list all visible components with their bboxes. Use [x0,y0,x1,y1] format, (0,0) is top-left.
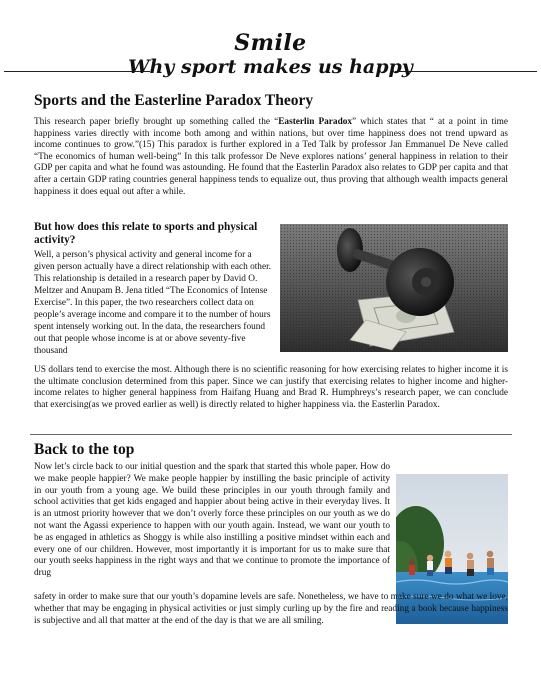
subheading-sports-activity: But how does this relate to sports and physical activity? [34,221,258,246]
income-exercise-paragraph-top: Well, a person’s physical activity and general income for a given person actually have a direct relationship with each other. This relationship is detailed in a research paper by David O. Meltzer and Anupam B. Jena titled “The Economics of Intense Exercise”. In this paper, the two researchers collect data on people’s average income and compare it to the number of hours spent intensely working out. In the data, the researchers found out that people whose income is at or above seventy-five thousand [34,250,271,356]
dumbbell-photo [280,224,508,352]
magazine-subtitle: Why sport makes us happy [128,56,413,78]
masthead [0,28,541,80]
conclusion-paragraph-top: Now let’s circle back to our initial question and the spark that started this whole paper. How do we make people happier? We make people happier by instilling the basic principle of activity in our youth from a young age. We build these principles in our youth through family and school activities that get kids engaged and happier about being active in their everyday lives. It is an utmost priority however that we don’t overly force these principles on our youth as we do not want the Agassi experience to happen with our youth again. Instead, we want our youth to be as engaged in athletics as Shoggy is while also instilling a positive mindset within each and every one of our children. However, most importantly it is important for us to make sure that our youth seeks happiness in the right ways and that we continue to promote the importance of drug [34,462,390,579]
easterlin-paragraph: This research paper briefly brought up something called the “Easterlin Paradox” which states that “ at a point in time happiness varies directly with income both among and within nations, but over time happiness does not trend upward as income continues to grow.”(15) This paradox is further explored in a Ted Talk by professor Jan Emmanuel De Neve called “The economics of human well-being” In this talk professor De Neve explores nations’ general happiness in relation to their GDP per capita and what he found was astounding. He found that the Easterlin Paradox also relates to GDP per capita and that after a certain GDP rating countries general happiness tends to equalize out, thus proving that although wealth impacts general happiness it does equal out after a while. [34,117,509,197]
conclusion-paragraph-bottom: safety in order to make sure that our youth’s dopamine levels are safe. Nonetheless, we have to make sure we do what we love, whether that may be engaging in physical activities or just simply curling up by the fire and reading a book because happiness is subjective and all that matter at the end of the day is that we are all smiling. [34,592,508,626]
section-heading-back-to-top: Back to the top [34,441,135,458]
income-exercise-paragraph-bottom: US dollars tend to exercise the most. Although there is no scientific reasoning for how exercising relates to higher income it is the ultimate conclusion determined from this paper. Since we can justify that exercising relates to higher income and higher-income relates to higher general happiness from Haifang Huang and Brad R. Humphreys’s research paper, we can conclude that exercising(as we proved earlier as well) is directly related to higher happiness via. the Easterlin Paradox. [34,365,508,410]
easterlin-term: Easterlin Paradox [278,117,353,127]
magazine-title: Smile [234,30,307,56]
section-divider [30,434,512,435]
section-heading-easterlin: Sports and the Easterline Paradox Theory [34,92,314,109]
